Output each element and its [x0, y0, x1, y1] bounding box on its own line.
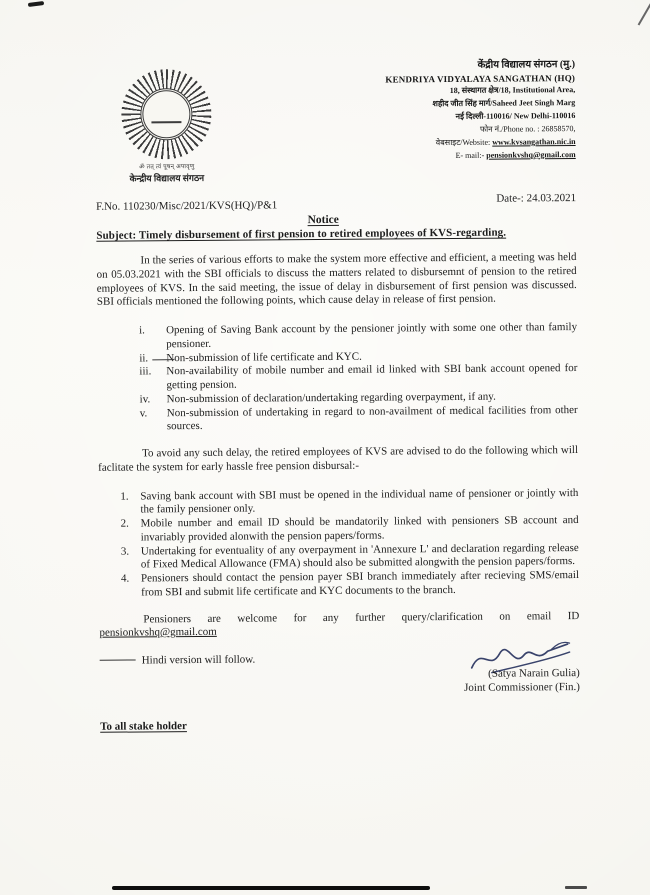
list-marker: v. [139, 406, 148, 419]
closing-row [100, 641, 580, 698]
website-link: www.kvsangathan.nic.in [492, 136, 576, 147]
logo-caption: केन्द्रीय विद्यालय संगठन [129, 172, 205, 184]
list-item [121, 542, 579, 573]
scan-artifact [152, 359, 174, 360]
org-name-hindi: केंद्रीय विद्यालय संगठन (मु.) [477, 59, 576, 71]
list-item [121, 569, 579, 600]
list-text: Opening of Saving Bank account by the pensioner jointly with some one other than family pensioner. [166, 321, 578, 350]
email-line [386, 149, 576, 163]
logo-motto: ॐ तत् त्वं पूषन् अपावृणु [139, 164, 195, 171]
letterhead [95, 58, 576, 185]
list-text: Pensioners should contact the pension payer SBI branch immediately after recieving SMS/email from SBI and submit life certificate and KYC documents to the branch. [140, 569, 580, 599]
list-text: Non-submission of undertaking in regard to non-availment of medical facilities from other sources. [166, 403, 578, 433]
letterhead-address-block [385, 58, 576, 182]
intro-paragraph: In the series of various efforts to make the system more effective and efficient, a meeting was held on 05.03.2021 with the SBI officials to discuss the matters related to disbursemnt of pension to the retired employees of KVS. In the said meeting, the issue of delay in disbursement of first pension was discussed. SBI officials mentioned the following points, which cause delay in release of first pension. [96, 251, 577, 309]
list-text: Non-submission of declaration/undertaking regarding overpayment, if any. [166, 390, 496, 405]
list-marker: 3. [120, 545, 130, 558]
file-number: F.No. 110230/Misc/2021/KVS(HQ)/P&1 [96, 199, 278, 213]
closing-text: Pensioners are welcome for any further query/clarification on email ID [143, 609, 580, 625]
address-line-3: नई दिल्ली-110016/ New Delhi-110016 [455, 111, 576, 121]
email-link: pensionkvshq@gmail.com [486, 149, 576, 160]
reference-row [96, 192, 577, 213]
website-line [386, 136, 576, 150]
address-line-2: शहीद जीत सिंह मार्ग/Saheed Jeet Singh Marg [432, 98, 576, 109]
list-marker: 4. [120, 572, 130, 585]
phone-line: फोन नं./Phone no. : 26858570, [479, 123, 576, 134]
list-marker: ii. [139, 351, 149, 364]
kvs-logo [95, 69, 238, 185]
advice-points-list [120, 487, 579, 601]
advice-paragraph: To avoid any such delay, the retired employees of KVS are advised to do the following which will faclitate the system for early hassle free pension disbursal:- [98, 444, 579, 474]
list-item [121, 514, 579, 545]
list-marker: 1. [120, 490, 129, 503]
closing-email: pensionkvshq@gmail.com [99, 626, 217, 640]
distribution-note: To all stake holder [100, 719, 187, 733]
list-text: Undertaking for eventuality of any overpayment in 'Annexure L' and declaration regarding release of Fixed Medical Allowance (FMA) should also be submitted alongwith the pension papers/forms. [140, 541, 579, 571]
list-item [139, 321, 577, 352]
list-marker: i. [139, 324, 145, 337]
email-label: E- mail:- [455, 150, 485, 160]
signatory-designation: Joint Commissioner (Fin.) [464, 680, 580, 694]
date: Date-: 24.03.2021 [496, 192, 577, 205]
subject-line: Subject: Timely disbursement of first pension to retired employees of KVS-regarding. [96, 226, 507, 242]
document-body [96, 251, 580, 734]
list-item [140, 404, 578, 435]
list-item [139, 362, 577, 393]
list-marker: iii. [139, 365, 152, 378]
hindi-version-note [100, 654, 256, 669]
address-line-1: 18, संस्थागत क्षेत्र/18, Institutional Area, [449, 85, 576, 96]
kvs-emblem-sunburst-icon [121, 69, 212, 160]
delay-points-list [139, 321, 578, 434]
hindi-note-text: Hindi version will follow. [141, 653, 256, 667]
list-text: Non-submission of life certificate and KYC. [166, 350, 362, 364]
list-marker: iv. [139, 393, 151, 406]
dash-line [100, 659, 136, 660]
org-name-english: KENDRIYA VIDYALAYA SANGATHAN (HQ) [385, 72, 576, 85]
list-text: Non-availability of mobile number and email id linked with SBI bank account opened for getting pension. [166, 362, 578, 392]
signature-block [464, 641, 580, 695]
list-text: Mobile number and email ID should be mandatorily linked with pensioners SB account and invariably provided alonwith the pension papers/forms. [140, 514, 579, 544]
signatory-name: (Satya Narain Gulia) [488, 667, 580, 680]
list-text: Saving bank account with SBI must be opened in the individual name of pensioner or jointly with the family pensioner only. [140, 486, 579, 516]
list-item [120, 487, 578, 518]
website-label: वेबसाइट/Website: [435, 137, 491, 148]
list-marker: 2. [120, 517, 129, 530]
notice-title: Notice [307, 213, 339, 227]
closing-paragraph [99, 610, 579, 641]
